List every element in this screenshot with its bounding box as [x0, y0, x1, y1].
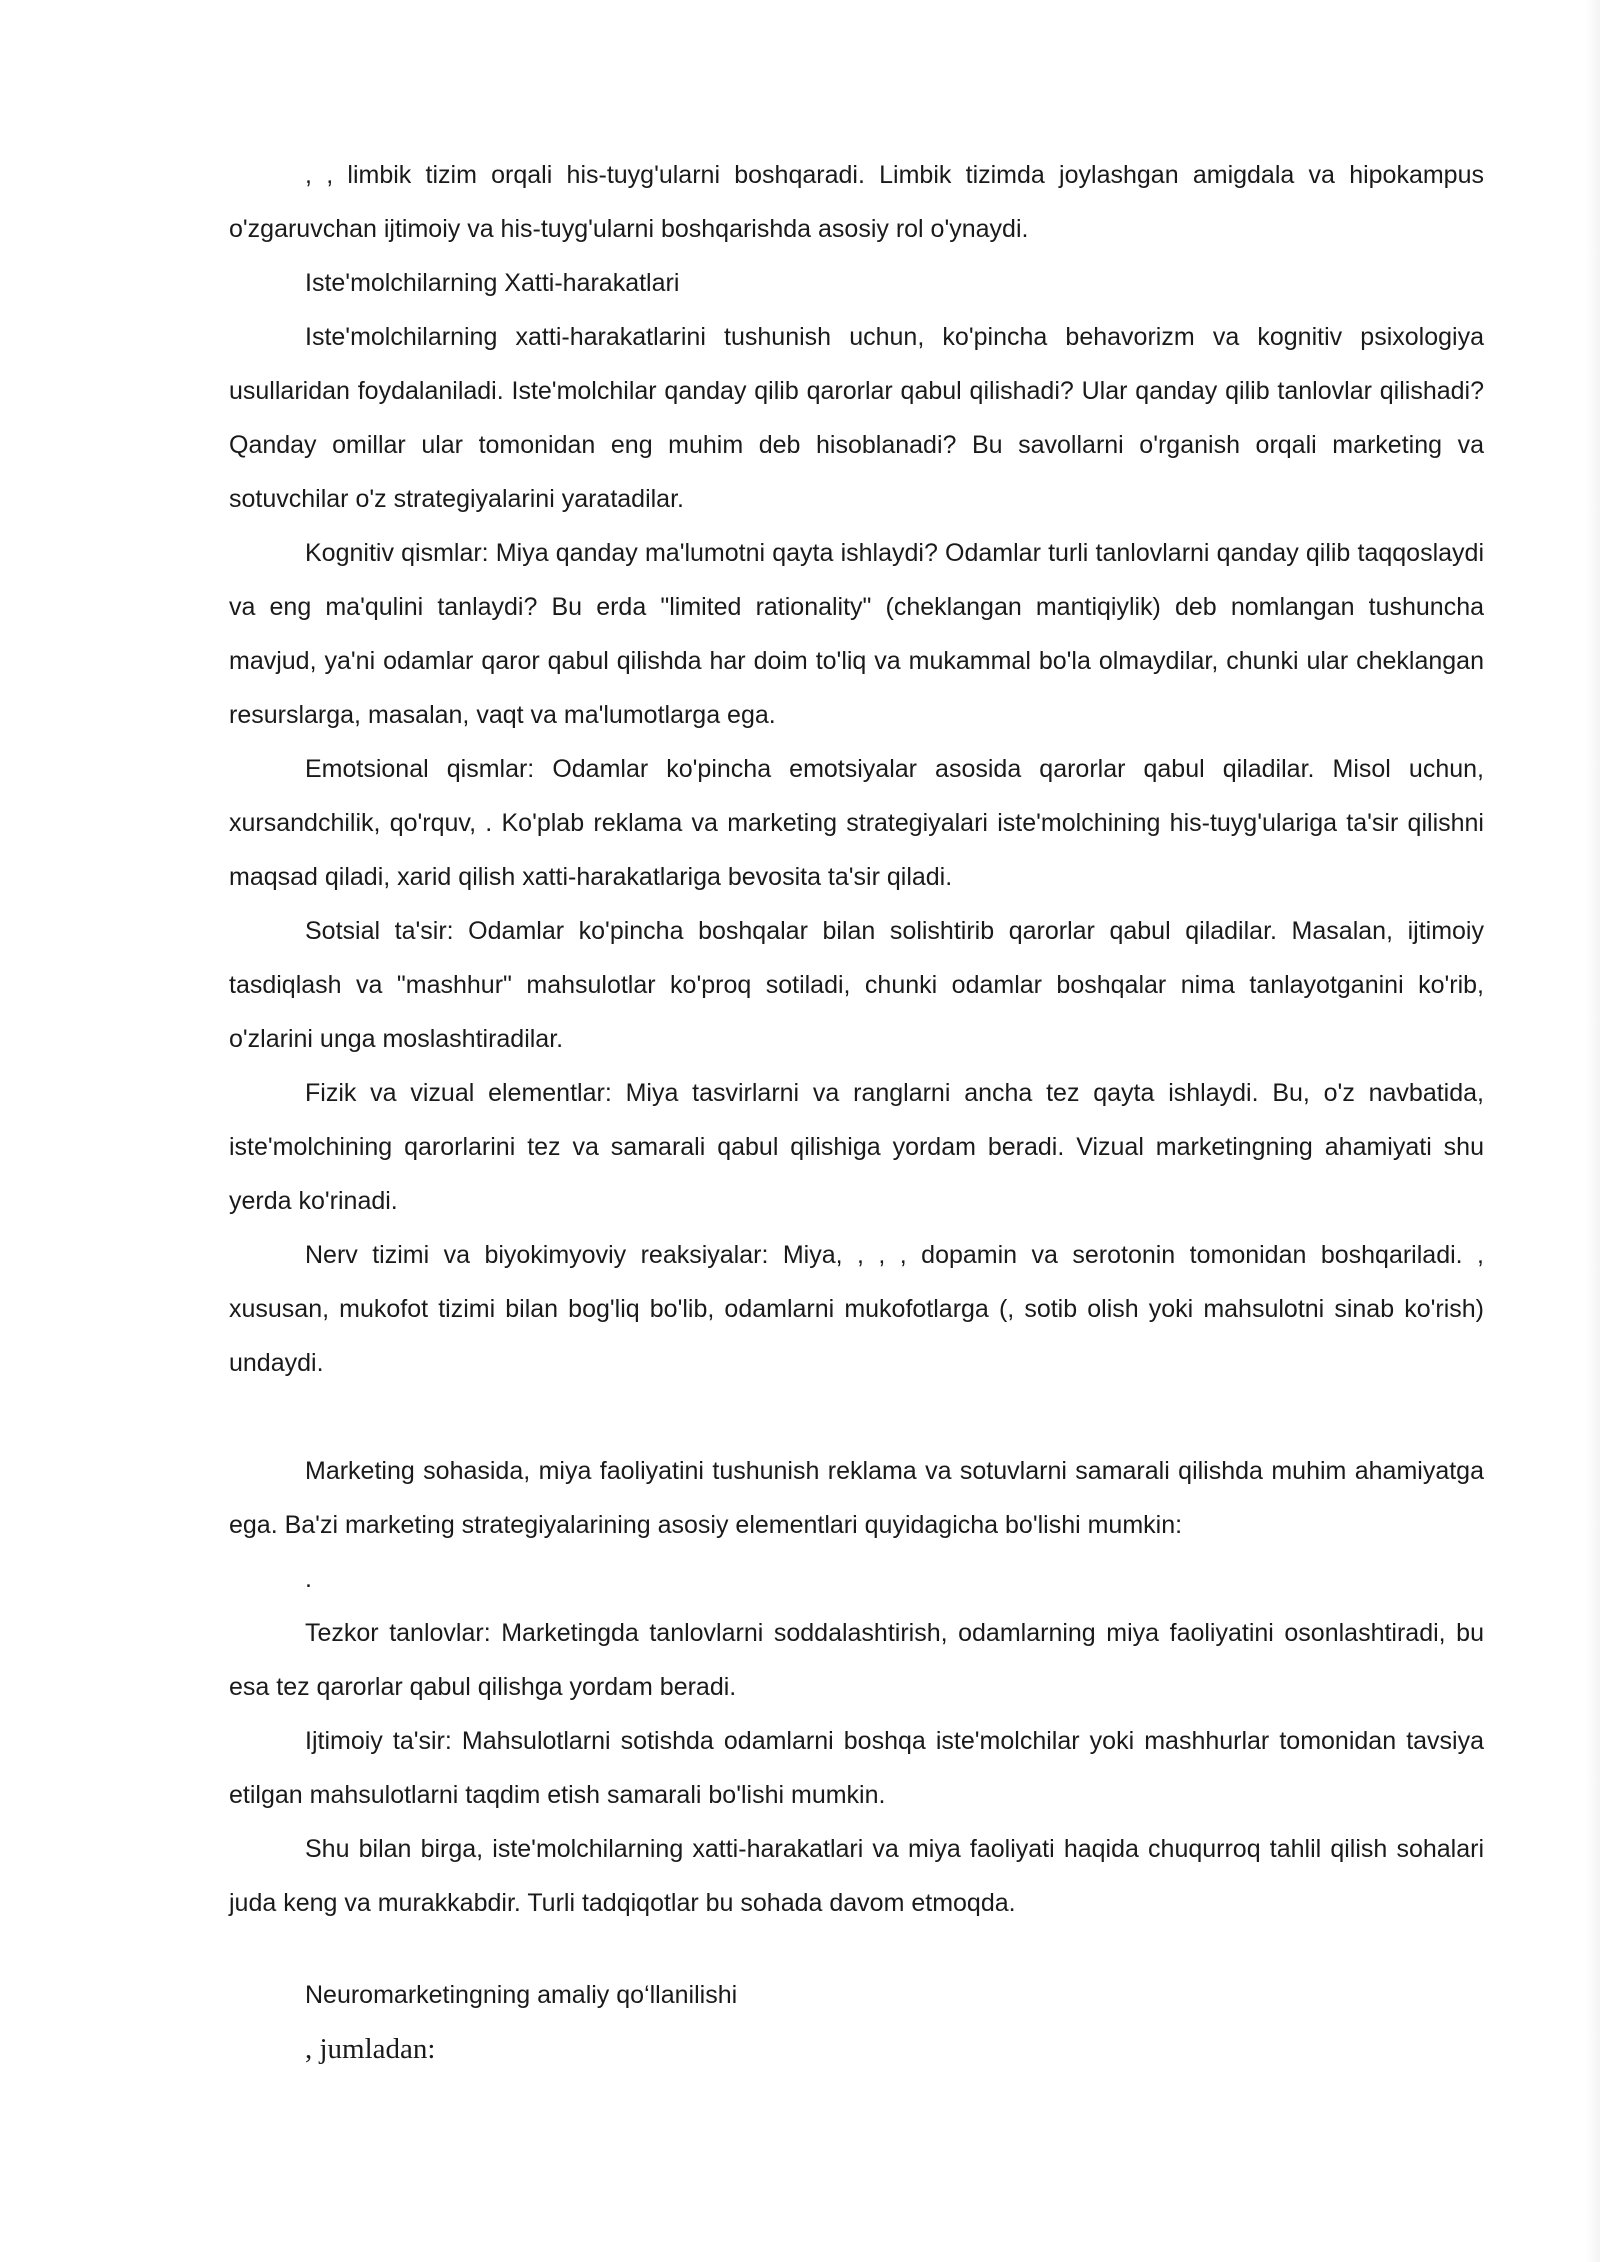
document-body [229, 148, 1484, 2076]
paragraph-nervous-system: Nerv tizimi va biyokimyoviy reaksiyalar: Miya, , , , dopamin va serotonin tomonidan boshqariladi. , xususan, mukofot tizimi bilan bog'liq bo'lib, odamlarni mukofotlarga (, sotib olish yoki mahsulotni sinab ko'rish) undaydi. [229, 1241, 1484, 1377]
paragraph-social-influence: Sotsial ta'sir: Odamlar ko'pincha boshqalar bilan solishtirib qarorlar qabul qiladilar. Masalan, ijtimoiy tasdiqlash va "mashhur" mahsulotlar ko'proq sotiladi, chunki odamlar boshqalar nima tanlayotganini ko'rib, o'zlarini unga moslashtiradilar. [229, 917, 1484, 1053]
paragraph-limbic-system: , , limbik tizim orqali his-tuyg'ularni boshqaradi. Limbik tizimda joylashgan amigdala va hipokampus o'zgaruvchan ijtimoiy va his-tuyg'ularni boshqarishda asosiy rol o'ynaydi. [229, 161, 1484, 243]
blank-line [229, 1930, 1484, 1968]
paragraph-physical-visual-elements: Fizik va vizual elementlar: Miya tasvirlarni va ranglarni ancha tez qayta ishlaydi. Bu, o'z navbatida, iste'molchining qarorlarini tez va samarali qabul qilishiga yordam beradi. Vizual marketingning ahamiyati shu yerda ko'rinadi. [229, 1079, 1484, 1215]
paragraph-including: , jumladan: [305, 2033, 436, 2065]
blank-line [229, 1390, 1484, 1444]
section-heading-consumer-behavior: Iste'molchilarning Xatti-harakatlari [305, 269, 680, 297]
page-edge-shadow [1586, 0, 1600, 2262]
paragraph-stray-dot: . [305, 1565, 312, 1593]
paragraph-social-impact: Ijtimoiy ta'sir: Mahsulotlarni sotishda odamlarni boshqa iste'molchilar yoki mashhurlar tomonidan tavsiya etilgan mahsulotlarni taqdim etish samarali bo'lishi mumkin. [229, 1727, 1484, 1809]
section-heading-neuromarketing-application: Neuromarketingning amaliy qo‘llanilishi [305, 1981, 738, 2009]
paragraph-emotional-parts: Emotsional qismlar: Odamlar ko'pincha emotsiyalar asosida qarorlar qabul qiladilar. Misol uchun, xursandchilik, qo'rquv, . Ko'plab reklama va marketing strategiyalari iste'molchining his-tuyg'ulariga ta'sir qilishni maqsad qiladi, xarid qilish xatti-harakatlariga bevosita ta'sir qiladi. [229, 755, 1484, 891]
paragraph-cognitive-parts: Kognitiv qismlar: Miya qanday ma'lumotni qayta ishlaydi? Odamlar turli tanlovlarni qanday qilib taqqoslaydi va eng ma'qulini tanlaydi? Bu erda "limited rationality" (cheklangan mantiqiylik) deb nomlangan tushuncha mavjud, ya'ni odamlar qaror qabul qilishda har doim to'liq va mukammal bo'la olmaydilar, chunki ular cheklangan resurslarga, masalan, vaqt va ma'lumotlarga ega. [229, 539, 1484, 729]
paragraph-marketing-brain: Marketing sohasida, miya faoliyatini tushunish reklama va sotuvlarni samarali qilishda muhim ahamiyatga ega. Ba'zi marketing strategiyalarining asosiy elementlari quyidagicha bo'lishi mumkin: [229, 1457, 1484, 1539]
paragraph-quick-choices: Tezkor tanlovlar: Marketingda tanlovlarni soddalashtirish, odamlarning miya faoliyatini osonlashtiradi, bu esa tez qarorlar qabul qilishga yordam beradi. [229, 1619, 1484, 1701]
paragraph-consumer-behavior-intro: Iste'molchilarning xatti-harakatlarini tushunish uchun, ko'pincha behavorizm va kognitiv psixologiya usullaridan foydalaniladi. Iste'molchilar qanday qilib qarorlar qabul qilishadi? Ular qanday qilib tanlovlar qilishadi? Qanday omillar ular tomonidan eng muhim deb hisoblanadi? Bu savollarni o'rganish orqali marketing va sotuvchilar o'z strategiyalarini yaratadilar. [229, 323, 1484, 513]
paragraph-further-research: Shu bilan birga, iste'molchilarning xatti-harakatlari va miya faoliyati haqida chuqurroq tahlil qilish sohalari juda keng va murakkabdir. Turli tadqiqotlar bu sohada davom etmoqda. [229, 1835, 1484, 1917]
